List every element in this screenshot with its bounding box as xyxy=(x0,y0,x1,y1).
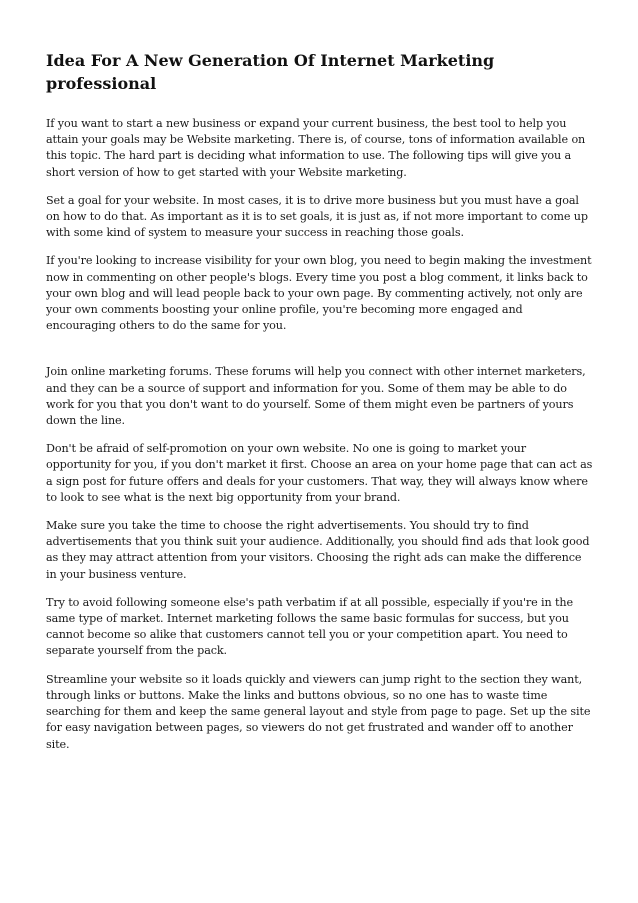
paragraph-2: Set a goal for your website. In most cases, it is to drive more business but you must have a goal on how to do that. As important as it is to set goals, it is just as, if not more important to come up with some kind of system to measure your success in reaching those goals. xyxy=(46,193,588,240)
paragraph-3: If you're looking to increase visibility for your own blog, you need to begin making the investment now in commenting on other people's blogs. Every time you post a blog comment, it links back to your own blog and will lead people back to your own page. By commenting actively, not only are your own comments boosting your online profile, you're becoming more engaged and encouraging others to do the same for you. xyxy=(46,254,592,333)
document-page xyxy=(46,49,594,765)
paragraph-4: Join online marketing forums. These forums will help you connect with other internet marketers, and they can be a source of support and information for you. Some of them may be able to do work for you that you don't want to do yourself. Some of them might even be partners of yours down the line. xyxy=(46,365,586,428)
paragraph-8: Streamline your website so it loads quickly and viewers can jump right to the section they want, through links or buttons. Make the links and buttons obvious, so no one has to waste time searching for them and keep the same general layout and style from page to page. Set up the site for easy navigation between pages, so viewers do not get frustrated and wander off to another site. xyxy=(46,672,591,751)
paragraph-6: Make sure you take the time to choose the right advertisements. You should try to find advertisements that you think suit your audience. Additionally, you should find ads that look good as they may attract attention from your visitors. Choosing the right ads can make the difference in your business venture. xyxy=(46,519,590,581)
paragraph-7: Try to avoid following someone else's path verbatim if at all possible, especially if you're in the same type of market. Internet marketing follows the same basic formulas for success, but you cannot become so alike that customers cannot tell you or your competition apart. You need to separate yourself from the pack. xyxy=(46,595,573,658)
document-title: Idea For A New Generation Of Internet Marketing professional xyxy=(46,51,495,93)
paragraph-1: If you want to start a new business or expand your current business, the best tool to help you attain your goals may be Website marketing. There is, of course, tons of information available on this topic. The hard part is deciding what information to use. The following tips will give you a short version of how to get started with your Website marketing. xyxy=(46,117,586,179)
paragraph-5: Don't be afraid of self-promotion on your own website. No one is going to market your opportunity for you, if you don't market it first. Choose an area on your home page that can act as a sign post for future offers and deals for your customers. That way, they will always know where to look to see what is the next big opportunity from your brand. xyxy=(46,442,593,504)
